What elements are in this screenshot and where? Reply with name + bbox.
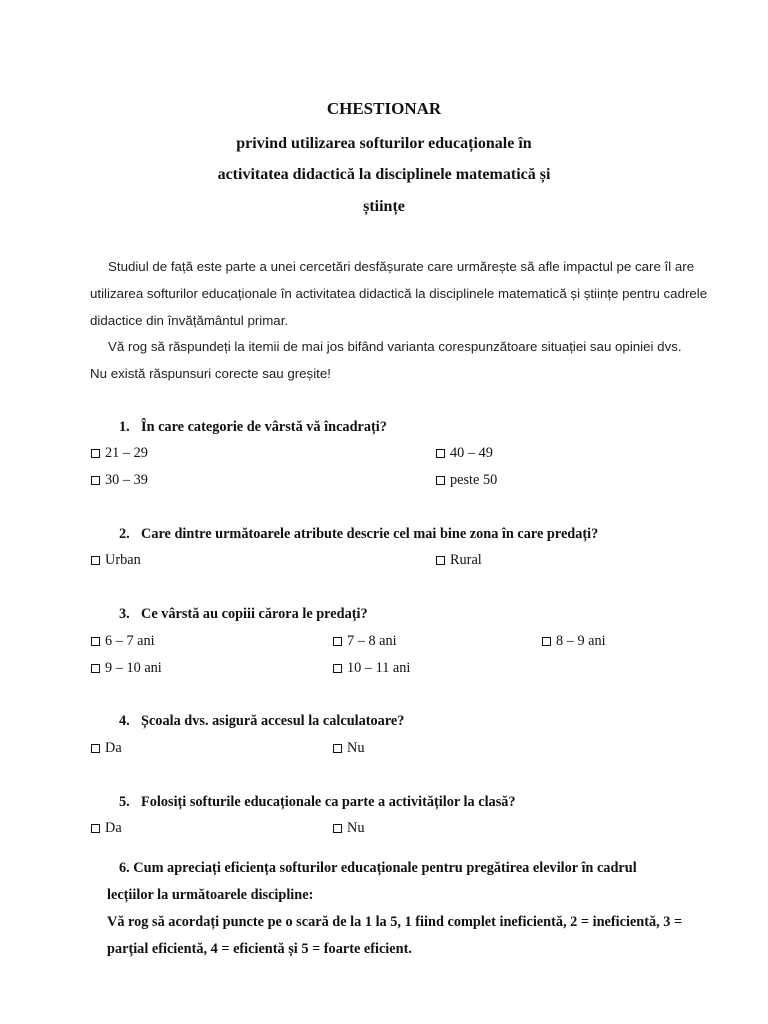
checkbox-icon[interactable] xyxy=(333,744,342,753)
q4-option-nu[interactable] xyxy=(333,739,364,757)
question-1 xyxy=(119,418,387,436)
option-label: 7 – 8 ani xyxy=(347,633,397,649)
option-label: Urban xyxy=(105,552,141,568)
q5-option-da[interactable] xyxy=(91,819,122,837)
q4-option-da[interactable] xyxy=(91,739,122,757)
question-number: 3. xyxy=(119,606,130,622)
question-2 xyxy=(119,525,598,543)
question-number: 2. xyxy=(119,526,130,542)
question-number: 5. xyxy=(119,794,130,810)
checkbox-icon[interactable] xyxy=(333,664,342,673)
option-label: 6 – 7 ani xyxy=(105,633,155,649)
option-label: 8 – 9 ani xyxy=(556,633,606,649)
q3-option-8-9[interactable] xyxy=(542,632,606,650)
checkbox-icon[interactable] xyxy=(91,449,100,458)
question-5 xyxy=(119,793,516,811)
option-label: 9 – 10 ani xyxy=(105,660,162,676)
question-4 xyxy=(119,712,404,730)
question-text: Ce vârstă au copiii cărora le predați? xyxy=(141,606,368,622)
page-title: CHESTIONAR xyxy=(326,99,442,118)
checkbox-icon[interactable] xyxy=(436,556,445,565)
checkbox-icon[interactable] xyxy=(91,556,100,565)
checkbox-icon[interactable] xyxy=(436,476,445,485)
subtitle-line-1: privind utilizarea softurilor educaționale în xyxy=(236,135,532,152)
q5-option-nu[interactable] xyxy=(333,819,364,837)
option-label: Da xyxy=(105,740,122,756)
q1-option-30-39[interactable] xyxy=(91,471,148,489)
q3-option-6-7[interactable] xyxy=(91,632,155,650)
question-text: În care categorie de vârstă vă încadrați? xyxy=(141,419,387,435)
question-text: Școala dvs. asigură accesul la calculatoare? xyxy=(141,713,405,729)
option-label: Nu xyxy=(347,820,365,836)
question-6-instructions-line-2: parțial eficientă, 4 = eficientă și 5 = foarte eficient. xyxy=(107,941,412,957)
question-6-line-2: lecțiilor la următoarele discipline: xyxy=(107,887,314,903)
option-label: 10 – 11 ani xyxy=(347,660,411,676)
option-label: Rural xyxy=(450,552,482,568)
q2-option-urban[interactable] xyxy=(91,551,141,569)
checkbox-icon[interactable] xyxy=(333,824,342,833)
subtitle-line-3: științe xyxy=(363,198,405,215)
option-label: 40 – 49 xyxy=(450,445,493,461)
question-text: Care dintre următoarele atribute descrie cel mai bine zona în care predați? xyxy=(141,526,599,542)
question-6-instructions-line-1: Vă rog să acordați puncte pe o scară de la 1 la 5, 1 fiind complet ineficientă, 2 = ineficientă, 3 = xyxy=(107,914,683,930)
intro-line-4: Vă rog să răspundeți la itemii de mai jos bifând varianta corespunzătoare situației sau opiniei dvs. xyxy=(108,339,682,354)
option-label: Da xyxy=(105,820,122,836)
option-label: peste 50 xyxy=(450,472,498,488)
subtitle-line-2: activitatea didactică la disciplinele matematică și xyxy=(217,166,551,183)
q3-option-10-11[interactable] xyxy=(333,659,410,677)
question-3 xyxy=(119,605,368,623)
checkbox-icon[interactable] xyxy=(91,664,100,673)
q3-option-9-10[interactable] xyxy=(91,659,162,677)
q1-option-40-49[interactable] xyxy=(436,444,493,462)
q3-option-7-8[interactable] xyxy=(333,632,397,650)
checkbox-icon[interactable] xyxy=(91,476,100,485)
question-6-line-1: 6. Cum apreciați eficiența softurilor educaționale pentru pregătirea elevilor în cadrul xyxy=(119,860,637,876)
question-number: 1. xyxy=(119,419,130,435)
checkbox-icon[interactable] xyxy=(436,449,445,458)
intro-line-1: Studiul de față este parte a unei cercetări desfășurate care urmărește să afle impactul pe care îl are xyxy=(108,259,695,274)
option-label: 30 – 39 xyxy=(105,472,148,488)
q1-option-peste-50[interactable] xyxy=(436,471,497,489)
question-number: 4. xyxy=(119,713,130,729)
intro-line-3: didactice din învățământul primar. xyxy=(90,313,289,328)
option-label: 21 – 29 xyxy=(105,445,148,461)
intro-line-5: Nu există răspunsuri corecte sau greșite! xyxy=(90,366,331,381)
q1-option-21-29[interactable] xyxy=(91,444,148,462)
checkbox-icon[interactable] xyxy=(542,637,551,646)
checkbox-icon[interactable] xyxy=(333,637,342,646)
option-label: Nu xyxy=(347,740,365,756)
checkbox-icon[interactable] xyxy=(91,637,100,646)
intro-line-2: utilizarea softurilor educaționale în activitatea didactică la disciplinele matematică și științe pentru cadrele xyxy=(90,286,708,301)
q2-option-rural[interactable] xyxy=(436,551,482,569)
question-text: Folosiți softurile educaționale ca parte a activităților la clasă? xyxy=(141,794,516,810)
checkbox-icon[interactable] xyxy=(91,824,100,833)
checkbox-icon[interactable] xyxy=(91,744,100,753)
